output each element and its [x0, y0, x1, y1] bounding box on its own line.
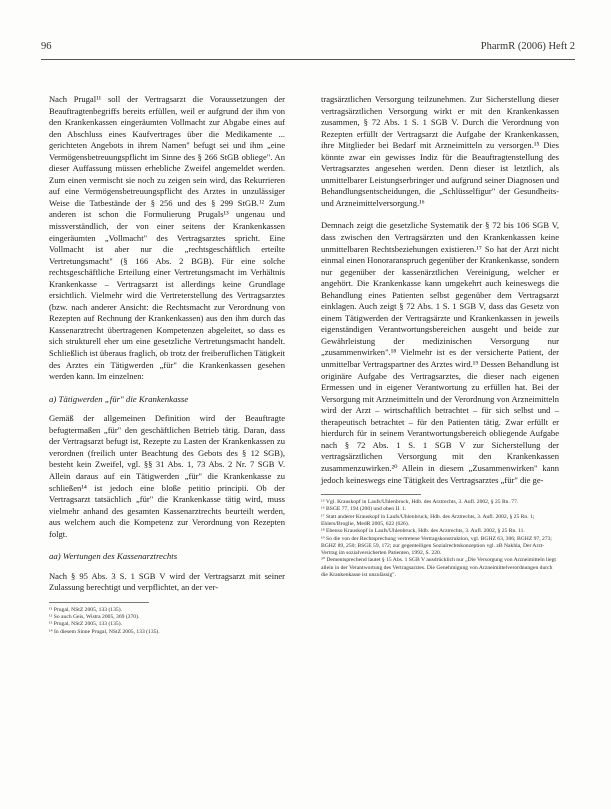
right-footnotes	[321, 499, 559, 579]
footnote: ¹⁷ Statt anderer Krauskopf in Laufs/Uhlenbruck, Hdb. des Arztrechts, 3. Aufl. 2002, § 25 Rn. 1; Ehlers/Broglie, MedR 2005, 622 (626).	[321, 513, 535, 527]
left-footnotes	[49, 607, 285, 636]
right-column	[321, 94, 559, 579]
left-column	[49, 94, 285, 636]
footnote: ¹⁶ BSGE 77, 194 (200) und oben II. 1.	[321, 506, 407, 513]
left-paragraph-3: Nach § 95 Abs. 3 S. 1 SGB V wird der Vertragsarzt mit seiner Zulassung berechtigt und verpflichtet, an der ver-	[49, 570, 285, 593]
left-paragraph-1: Nach Prugal¹¹ soll der Vertragsarzt die Voraussetzungen der Beauftragtenbegriffs bereits erfüllen, weil er aufgrund der ihm von den Krankenkassen eingeräumten Vollmacht zur Abgabe eines auf den Abschluss eines Kaufvertrages über die Medikamente ... gerichteten Angebots in ihrem Namen" befugt sei und ihm „eine Vermögensbetreuungspflicht im Sinne des § 266 StGB obliege". An dieser Auffassung müssen erhebliche Zweifel angemeldet werden. Zum einen vermischt sie noch zu zeigen sein wird, das Rekurrieren auf eine Vermögensbetreuungspflicht des Arztes in unzulässiger Weise die Tatbestände der § 256 und des § 299 StGB.¹² Zum anderen ist schon die Formulierung Prugals¹³ ungenau und missverständlich, der von einer seitens der Krankenkassen eingeräumten „Vollmacht" des Vertragsarztes spricht. Eine Vollmacht ist aber nur die „rechtsgeschäftlich erteilte Vertretungsmacht" (§ 166 Abs. 2 BGB). Für eine solche rechtsgeschäftliche Erteilung einer Vertretungsmacht im Verhältnis Krankenkasse – Vertragsarzt ist allerdings keine Grundlage ersichtlich. Vielmehr wird die Vertreterstellung des Vertragsarztes (bzw. nach anderer Ansicht: die Rechtsmacht zur Verordnung von Rezepten auf Rechnung der Krankenkassen) aus den ihm durch das Kassenarztrecht übertragenen Kompetenzen abgeleitet, so dass es sich strukturell eher um eine gesetzliche Vertretungsmacht handelt. Schließlich ist überaus fraglich, ob trotz der freiberuflichen Tätigkeit des Arztes ein Tätigwerden „für" die Krankenkassen gesehen werden kann. Im einzelnen:	[49, 94, 285, 382]
left-paragraph-2: Gemäß der allgemeinen Definition wird der Beauftragte befugtermaßen „für" den geschäftlichen Betrieb tätig. Daran, dass der Vertragsarzt befugt ist, Rezepte zu Lasten der Krankenkassen zu verordnen (freilich unter Beachtung des Gebots des § 12 SGB), besteht kein Zweifel, vgl. §§ 31 Abs. 1, 73 Abs. 2 Nr. 7 SGB V. Allein daraus auf ein Tätigwerden „für" die Krankenkasse zu schließen¹⁴ ist jedoch eine bloße petitio principii. Ob der Vertragsarzt tatsächlich „für" die Krankenkasse tätig wird, muss vielmehr anhand des gesamten Kassenarztrechts beurteilt werden, aus welchem auch die Kompetenz zur Verordnung von Rezepten folgt.	[49, 413, 285, 539]
header-rule	[41, 59, 575, 60]
right-paragraph-2: Demnach zeigt die gesetzliche Systematik der § 72 bis 106 SGB V, dass zwischen den Vertragsärzten und den Krankenkassen keine unmittelbaren Rechtsbeziehungen existieren.¹⁷ So hat der Arzt nicht einmal einen Honoraranspruch gegenüber der Krankenkasse, sondern nur gegenüber der kassenärztlichen Vereinigung, welcher er angehört. Die Krankenkasse kann umgekehrt auch keineswegs die Behandlung eines Patienten selbst gegenüber dem Vertragsarzt einklagen. Auch zeigt § 72 Abs. 1 S. 1 SGB V, dass das Gesetz von einem Tätigwerden der Vertragsärzte und Krankenkassen in jeweils eigenständigen Verantwortungsbereichen ausgeht und beide zur Gewährleistung der medizinischen Versorgung nur „zusammenwirken".¹⁸ Vielmehr ist es der versicherte Patient, der unmittelbar Vertragspartner des Arztes wird.¹⁹ Dessen Behandlung ist originäre Aufgabe des Vertragsarztes, die dieser nach eigenen Ermessen und in eigener Verantwortung zu erfüllen hat. Bei der Versorgung mit Arzneimitteln und der Verordnung von Arzneimitteln wird der Arzt – wirtschaftlich betrachtet – für sich selbst und – therapeutisch betrachtet – für den Patienten tätig. Zwar erfüllt er hierdurch für in seinem Verantwortungsbereich obliegende Aufgabe nach § 72 Abs. 1 S. 1 SGB V zur Sicherstellung der vertragsärztlichen Versorgung mit den Krankenkassen zusammenzuwirken.²⁰ Allein in diesem „Zusammenwirken" kann jedoch keineswegs eine Tätigkeit des Vertragsarztes „für" die ge-	[321, 220, 559, 485]
running-header	[41, 41, 575, 52]
right-paragraph-1: tragsärztlichen Versorgung teilzunehmen. Zur Sicherstellung dieser vertragsärztlichen Versorgung wirkt er mit den Krankenkassen zusammen, § 72 Abs. 1 S. 1 SGB V. Durch die Verordnung von Rezepten erfüllt der Vertragsarzt die Aufgabe der Krankenkassen, ihre Mitglieder bei Bedarf mit Arzneimitteln zu versorgen.¹⁵ Dies könnte zwar ein gewisses Indiz für die Beauftragtenstellung des Vertragsarztes angesehen werden. Denn dieser ist letztlich, als unmittelbarer Leistungserbringer und aufgrund seiner Diagnosen und Behandlungsentscheidungen, die „Schlüsselfigur" der Gesundheits- und Arzneimittelversorgung.¹⁶	[321, 94, 559, 208]
footnote: ¹¹ Prugal, NStZ 2005, 133 (135).	[49, 606, 122, 613]
footnote: ²⁰ Dementsprechend lautet § 15 Abs. 1 SGB V ausdrücklich nur „Die Versorgung von Arzneimitteln liegt allein in der Verantwortung des Vertragsarztes. Die Genehmigung von Arzneimittelverordnungen durch die Krankenkasse ist unzulässig".	[321, 557, 556, 579]
footnote-rule	[49, 602, 149, 603]
footnote: ¹³ Prugal, NStZ 2005, 133 (135).	[49, 621, 122, 628]
footnote: ¹⁵ Vgl. Krauskopf in Laufs/Uhlenbruck, Hdb. des Arztrechts, 3. Aufl. 2002, § 25 Rn. 77.	[321, 499, 519, 506]
footnote: ¹² So auch Geis, Wistra 2005, 369 (370).	[49, 614, 140, 621]
section-heading-aa: aa) Wertungen des Kassenarztrechts	[49, 551, 178, 562]
footnote: ¹⁴ In diesem Sinne Prugal, NStZ 2005, 133 (135).	[49, 628, 160, 635]
journal-name: PharmR (2006) Heft 2	[480, 41, 575, 52]
page-number: 96	[41, 41, 52, 52]
footnote: ¹⁹ So die von der Rechtsprechung vertretene Vertragskonstruktion, vgl. BGHZ 63, 306; BGHZ 97, 273; BGHZ 89, 250; BSGE 59, 172; zur gegenteiligen Sozialrechtskonzeption vgl. zB Nakhla, Der Arzt-Vertrag im sozialversicherten Patienten, 1992, S. 220.	[321, 535, 552, 557]
footnote: ¹⁸ Ebenso Krauskopf in Laufs/Uhlenbruck, Hdb. des Arztrechts, 3. Aufl. 2002, § 25 Rn. 11.	[321, 528, 525, 535]
section-heading-a: a) Tätigwerden „für" die Krankenkasse	[49, 393, 189, 404]
footnote-rule	[321, 494, 421, 495]
